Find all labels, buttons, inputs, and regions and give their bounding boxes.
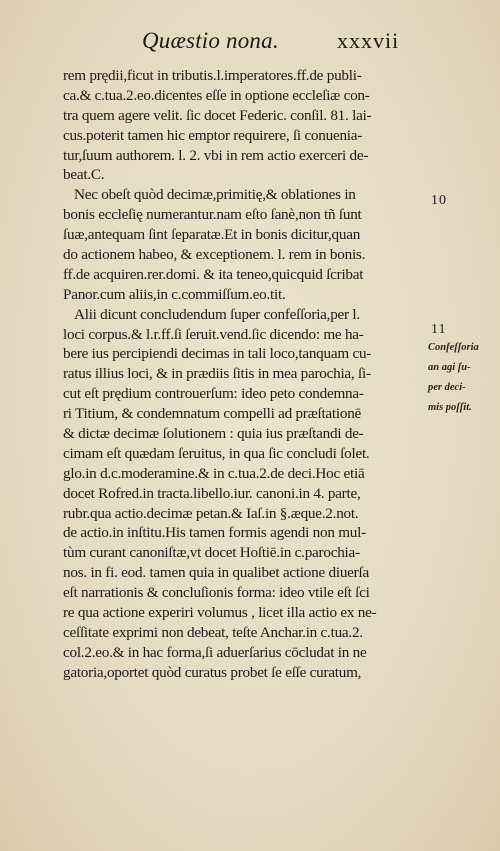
margin-note [428, 338, 498, 418]
text-line: ca.& c.tua.2.eo.dicentes eſſe in optione eccleſiæ con- [63, 86, 370, 104]
margin-note-line: an agi ſu- [428, 361, 471, 373]
text-line: Panor.cum aliis,in c.commiſſum.eo.tit. [63, 285, 286, 303]
text-line: gatoria,oportet quòd curatus probet ſe eſſe curatum, [63, 663, 362, 681]
text-line: docet Rofred.in tracta.libello.iur. canoni.in 4. parte, [63, 484, 361, 502]
text-line: rubr.qua actio.decimæ petan.& Iaſ.in §.æque.2.not. [63, 504, 359, 522]
text-line: ff.de acquiren.rer.domi. & ita teneo,quicquid ſcribat [63, 265, 364, 283]
text-line: Alii dicunt concludendum ſuper confeſſoria,per l. [74, 305, 360, 323]
text-line: re qua actione experiri volumus , licet illa actio ex ne- [63, 604, 377, 622]
text-line: beat.C. [63, 166, 105, 184]
text-line: cimam eſt quædam ſeruitus, in qua ſic concludi ſolet. [63, 444, 370, 462]
text-line: eſt narrationis & concluſionis forma: ideo vtile eſt ſci [63, 584, 370, 602]
text-line: tra quem agere velit. ſic docet Federic. conſil. 81. lai- [63, 106, 372, 124]
running-title: Quæstio nona. [142, 28, 279, 53]
text-line: ratus illius loci, & in prædiis ſitis in mea parochia, ſi- [63, 365, 371, 383]
text-line: do actionem habeo, & exceptionem. l. rem in bonis. [63, 246, 366, 264]
text-line: cus.poterit tamen hic emptor requirere, ſi conuenia- [63, 126, 363, 144]
folio-number: xxxvii [337, 28, 400, 53]
margin-note-line: per deci- [428, 381, 466, 393]
margin-number-11: 11 [431, 322, 447, 337]
text-line: tùm curant canoniſtæ,vt docet Hoſtiē.in c.parochia- [63, 544, 360, 562]
text-line: Nec obeſt quòd decimæ,primitię,& oblationes in [74, 186, 356, 204]
text-line: cut eſt prędium controuerſum: ideo peto condemna- [63, 385, 364, 403]
margin-note-line: Confeſſoria [428, 342, 479, 353]
page-header [0, 20, 500, 60]
text-line: de actio.in inſtitu.His tamen formis agendi non mul- [63, 524, 366, 542]
margin-note-line: mis poſſit. [428, 401, 472, 413]
text-line: bere ius percipiendi decimas in tali loco,tanquam cu- [63, 345, 372, 363]
body-text [63, 66, 423, 683]
text-line: nos. in fi. eod. tamen quia in qualibet actione diuerſa [63, 564, 369, 582]
text-line: ri Titium, & condemnatum compelli ad præſtationē [63, 405, 362, 423]
text-line: ceſſitate exprimi non debeat, teſte Anchar.in c.tua.2. [63, 623, 363, 641]
text-line: ſuæ,antequam ſint ſeparatæ.Et in bonis dicitur,quan [63, 226, 361, 244]
text-line: & dictæ decimæ ſolutionem : quia ius præſtandi de- [63, 425, 364, 443]
text-line: tur,ſuum authorem. l. 2. vbi in rem actio exerceri de- [63, 146, 369, 164]
margin-number-10: 10 [431, 193, 447, 208]
text-line: col.2.eo.& in hac forma,ſi aduerſarius cōcludat in ne [63, 643, 367, 661]
text-line: bonis eccleſię numerantur.nam eſto ſanè,non tñ ſunt [63, 206, 362, 224]
text-line: loci corpus.& l.r.ff.ſi ſeruit.vend.ſic dicendo: me ha- [63, 325, 364, 343]
text-line: rem prędii,ficut in tributis.l.imperatores.ff.de publi- [63, 67, 362, 84]
text-line: glo.in d.c.moderamine.& in c.tua.2.de deci.Hoc etiā [63, 464, 365, 482]
